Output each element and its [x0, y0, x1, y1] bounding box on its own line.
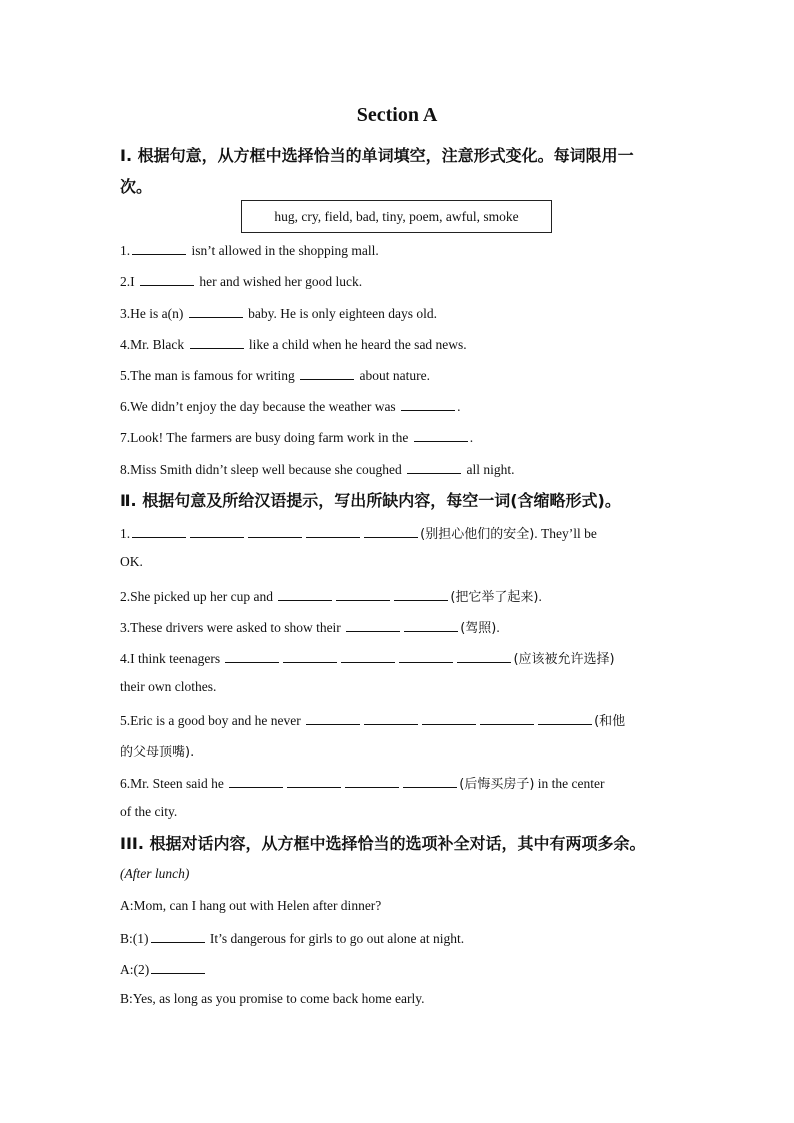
s1-item-4-post: like a child when he heard the sad news. — [245, 337, 467, 352]
answer-blank[interactable] — [225, 650, 279, 663]
answer-blank[interactable] — [190, 525, 244, 538]
answer-blank[interactable] — [189, 305, 243, 318]
answer-blank[interactable] — [364, 712, 418, 725]
answer-blank[interactable] — [422, 712, 476, 725]
s2-item-2-pre: 2.She picked up her cup and — [120, 589, 277, 604]
answer-blank[interactable] — [346, 619, 400, 632]
s2-item-6-pre: 6.Mr. Steen said he — [120, 776, 228, 791]
s1-item-1-post: isn’t allowed in the shopping mall. — [188, 243, 379, 258]
dialogue-line-2-text: It’s dangerous for girls to go out alone at night. — [206, 931, 465, 946]
s1-item-3-post: baby. He is only eighteen days old. — [244, 306, 437, 321]
answer-blank[interactable] — [306, 712, 360, 725]
answer-blank[interactable] — [394, 588, 448, 601]
answer-blank[interactable] — [151, 930, 205, 943]
s1-item-7-pre: 7.Look! The farmers are busy doing farm work in the — [120, 430, 412, 445]
s2-item-3-hint: (驾照) — [460, 621, 497, 636]
s2-item-6 — [120, 773, 680, 792]
section2-heading: Ⅱ. 根据句意及所给汉语提示，写出所缺内容，每空一词(含缩略形式)。 — [120, 491, 621, 510]
dialogue-context — [120, 866, 680, 882]
dialogue-line-2 — [120, 930, 680, 947]
answer-blank[interactable] — [132, 525, 186, 538]
s2-item-5 — [120, 710, 680, 729]
s1-item-4-pre: 4.Mr. Black — [120, 337, 188, 352]
answer-blank[interactable] — [403, 775, 457, 788]
answer-blank[interactable] — [190, 336, 244, 349]
s1-item-6-post: . — [457, 399, 461, 414]
answer-blank[interactable] — [401, 398, 455, 411]
s2-item-4 — [120, 648, 680, 667]
s2-item-1-hint: (别担心他们的安全) — [420, 527, 535, 542]
s2-item-2 — [120, 586, 680, 605]
answer-blank[interactable] — [364, 525, 418, 538]
s2-item-5-pre: 5.Eric is a good boy and he never — [120, 713, 305, 728]
s2-item-6-cont: of the city. — [120, 804, 178, 819]
answer-blank[interactable] — [300, 367, 354, 380]
s1-item-1-pre: 1. — [120, 243, 131, 258]
dialogue-line-3 — [120, 961, 680, 978]
answer-blank[interactable] — [457, 650, 511, 663]
dialogue-context-text: (After lunch) — [120, 866, 190, 881]
page-title: Section A — [356, 104, 438, 126]
answer-blank[interactable] — [306, 525, 360, 538]
s2-item-3-post: . — [496, 620, 500, 635]
s1-item-4 — [120, 336, 680, 353]
s1-item-8-pre: 8.Miss Smith didn’t sleep well because she coughed — [120, 462, 406, 477]
s2-item-4-hint: (应该被允许选择) — [513, 652, 615, 667]
s2-item-2-hint: (把它举了起来) — [450, 590, 539, 605]
answer-blank[interactable] — [287, 775, 341, 788]
s2-item-1-pre: 1. — [120, 526, 131, 541]
section1-heading-line1: Ⅰ. 根据句意，从方框中选择恰当的单词填空，注意形式变化。每词限用一 — [120, 146, 634, 165]
s2-item-6-post: in the center — [534, 776, 605, 791]
s2-item-3 — [120, 617, 680, 636]
answer-blank[interactable] — [538, 712, 592, 725]
section3-heading: III. 根据对话内容，从方框中选择恰当的选项补全对话，其中有两项多余。 — [120, 834, 646, 853]
answer-blank[interactable] — [283, 650, 337, 663]
answer-blank[interactable] — [404, 619, 458, 632]
answer-blank[interactable] — [414, 429, 468, 442]
dialogue-line-4: B:Yes, as long as you promise to come back home early. — [120, 991, 425, 1006]
answer-blank[interactable] — [399, 650, 453, 663]
s2-item-1 — [120, 523, 680, 542]
s1-item-5-pre: 5.The man is famous for writing — [120, 368, 299, 383]
s2-item-1-post: . They’ll be — [534, 526, 597, 541]
s1-item-8-post: all night. — [463, 462, 515, 477]
answer-blank[interactable] — [407, 461, 461, 474]
s1-item-8 — [120, 461, 680, 478]
section1-heading-line2: 次。 — [120, 177, 153, 196]
s2-item-1-cont: OK. — [120, 554, 143, 569]
answer-blank[interactable] — [341, 650, 395, 663]
s1-item-1 — [120, 242, 680, 259]
s2-item-3-pre: 3.These drivers were asked to show their — [120, 620, 345, 635]
answer-blank[interactable] — [132, 242, 186, 255]
answer-blank[interactable] — [248, 525, 302, 538]
dialogue-line-2-label: B:(1) — [120, 931, 149, 946]
s1-item-2 — [120, 273, 680, 290]
dialogue-line-1: A:Mom, can I hang out with Helen after dinner? — [120, 898, 382, 913]
answer-blank[interactable] — [151, 961, 205, 974]
s2-item-6-hint: (后悔买房子) — [459, 777, 535, 792]
dialogue-line-3-label: A:(2) — [120, 962, 150, 977]
answer-blank[interactable] — [336, 588, 390, 601]
answer-blank[interactable] — [229, 775, 283, 788]
s1-item-7 — [120, 429, 680, 446]
answer-blank[interactable] — [278, 588, 332, 601]
s2-item-4-cont: their own clothes. — [120, 679, 217, 694]
s1-item-6-pre: 6.We didn’t enjoy the day because the weather was — [120, 399, 400, 414]
s2-item-4-pre: 4.I think teenagers — [120, 651, 224, 666]
s1-item-7-post: . — [469, 430, 474, 445]
s1-item-3 — [120, 305, 680, 322]
s2-item-5-cont: 的父母顶嘴). — [120, 745, 195, 760]
s1-item-2-pre: 2.I — [120, 274, 138, 289]
answer-blank[interactable] — [345, 775, 399, 788]
s2-item-5-hint: (和他 — [594, 714, 626, 729]
s1-item-3-pre: 3.He is a(n) — [120, 306, 187, 321]
section1-heading — [120, 140, 680, 202]
word-box: hug, cry, field, bad, tiny, poem, awful, smoke — [241, 200, 552, 233]
answer-blank[interactable] — [480, 712, 534, 725]
s1-item-6 — [120, 398, 680, 415]
answer-blank[interactable] — [140, 273, 194, 286]
s1-item-5 — [120, 367, 680, 384]
s2-item-2-post: . — [538, 589, 542, 604]
s1-item-2-post: her and wished her good luck. — [196, 274, 363, 289]
s1-item-5-post: about nature. — [356, 368, 430, 383]
